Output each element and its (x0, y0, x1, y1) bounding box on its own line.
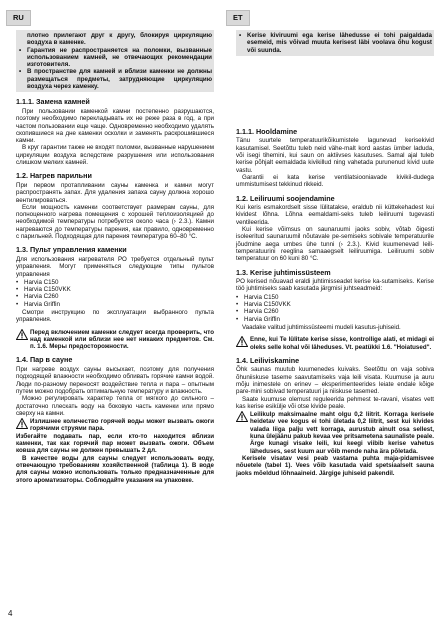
controller-list-ru (16, 279, 214, 308)
section-heading: 1.2. Leiliruumi soojendamine (236, 193, 335, 203)
section-1-3-et (236, 269, 434, 332)
column-estonian (236, 28, 434, 477)
list-item: • Kerise kiviruumi ega kerise lähedusse ei tohi paigaldada esemeid, mis võivad muuta kerisest läbi voolava õhu kogust või suunda. (239, 32, 432, 54)
paragraph: При нагреве воздух сауны высыхает, поэтому для получения подходящей влажности необходимо обливать горячие камни водой. Люди по-разному переносят воздействие тепла и пара – опытным путем можно подобрать оптимальную температуру и влажность. (16, 366, 214, 395)
paragraph: Kui kerise võimsus on saunaruumi jaoks sobiv, võtab õigesti isoleeritud saunaruumil nõutavale pe-semiseks sobivale temperatuurile jõudmine aega umbes ühe tunni (› 2.3.). Kivid kuumenevad leili-temperatuurini reeglina samaaegselt leiliruumiga. Leiliruumi sobiv temperatuur on 60 kuni 80 °C. (236, 226, 434, 263)
list-item: • Harvia C260 (236, 308, 434, 315)
list-item: • Harvia C260 (16, 293, 214, 300)
warning-text: Enne, kui Te lülitate kerise sisse, kontrollige alati, et midagi ei oleks selle kohal või läheduses. Vt. peatükki 1.6. "Hoiatused". (250, 336, 434, 351)
inline-warning-ru (16, 418, 214, 433)
intro-tail-ru: плотно прилегают друг к другу, блокируя циркуляцию воздуха в каменке. (27, 32, 212, 47)
section-heading: 1.1.1. Hooldamine (236, 126, 298, 136)
section-1-1-1-et (236, 128, 434, 189)
paragraph: Kui keris esmakordselt sisse lülitatakse, eraldub nii küttekehadest kui kividest lõhna. Lõhna eemaldami-seks tuleb leiliruumi tugevasti ventileerida. (236, 204, 434, 226)
paragraph: Если мощность каменки соответствует размерам сауны, для полноценного нагрева помещения с хорошей теплоизоляцией до необходимой температуры потребуется около часа (› 2.3.). Камни нагреваются до температуры парения, как правило, одновременно с парильней. Подходящая для парения температура 60–80 °C. (16, 203, 214, 241)
list-item: • Harvia C150VKK (16, 286, 214, 293)
warning-box-et (236, 336, 434, 351)
paragraph: Можно регулировать характер тепла от мягкого до сильного – достаточно плескать воду на боковую часть каменки или прямо сверху на камни. (16, 395, 214, 417)
list-item: • Harvia Griffin (16, 301, 214, 308)
paragraph: При первом протапливании сауны каменка и камни могут распространять запах. Для удаления запаха сауну должна хорошо вентилироваться. (16, 181, 214, 204)
warning-text: Leilikulp maksimaalne maht olgu 0,2 liitrit. Korraga kerisele heidetav vee kogus ei tohi ületada 0,2 liitrit, sest kui kivides valada liiga palju vett korraga, aurustub ainult osa sellest, kuna ülejäänu pakub kevaa vee pritsametena saunaliste peale. Ärge kunagi visake leili, kui keegi viibib kerise vahetus läheduses, sest kuum aur võib mende naha ära põletada. (250, 411, 434, 455)
paragraph: Saate kuumuse olemust reguleerida pehmest te-ravani, visates vett kas kerise esikülje või otse kivide peale. (236, 395, 434, 410)
paragraph: Tänu suurtele temperatuurikõikumistele lagunevad kerisekivid kasutamisel. Seetõttu tuleb neid vähe-malt kord aastas ümber laduda, või isegi tihemini, kui saun on aktiivses kasutuses. Samal ajal tuleb kerise põhjalt eemaldada kivikillud ning vahetada purunenud kivid uute vastu. (236, 137, 434, 174)
paragraph: Избегайте подавать пар, если кто-то находится вблизи каменки, так как горячий пар может вызвать ожоги. Объем ковша для сауны не должен превышать 2 дл. (16, 432, 214, 455)
paragraph: Смотри инструкцию по эксплуатации выбранного пульта управления. (16, 308, 214, 324)
list-item: • В пространстве для камней и вблизи каменки не должны размещаться предметы, затрудняющие циркуляцию воздуха через каменку. (19, 68, 212, 90)
section-heading: 1.3. Пульт управления каменки (16, 245, 127, 255)
inline-warning-et (236, 411, 434, 455)
section-heading: 1.3. Kerise juhtimissüsteem (236, 267, 331, 277)
list-item: • Harvia Griffin (236, 316, 434, 323)
paragraph: Garantii ei kata kerise ventilatsiooniavade kivikil-dudega ummistumisest tekkinud rikkeid. (236, 173, 434, 189)
paragraph: При пользовании каменкой камни постепенно разрушаются, поэтому необходимо перекладывать их не реже раза в год, а при частом пользовании еще чаще. Одновременно необходимо удалять скопившиеся на дне каменки осколки и заменять раскрошившиеся камни. (16, 107, 214, 145)
paragraph: PO kerised nõuavad eraldi juhtimissead​et kerise ka-sutamiseks. Kerise töö juhtimiseks saab kasutada järgmisi juhtseadmeid: (236, 278, 434, 293)
language-tab-et: ET (226, 10, 250, 26)
page-number: 4 (8, 609, 13, 618)
section-heading: 1.1.1. Замена камней (16, 97, 90, 107)
warning-icon (236, 411, 248, 422)
paragraph: Õhk saunas muutub kuumenedes kuivaks. Seetõttu on vaja sobiva õhuniiskuse taseme saavutamiseks vaja leili visata. Kuumuse ja auru mõju inimestele on erinev – eksperimenteerides leiate endale kõige pare-mini sobivad temperatuuri ja niiskuse tasemed. (236, 366, 434, 396)
intro-box-ru (16, 30, 214, 92)
section-1-3-ru (16, 246, 214, 323)
warning-icon (236, 336, 248, 347)
section-1-4-ru (16, 356, 214, 483)
section-heading: 1.4. Пар в сауне (16, 355, 73, 365)
paragraph: Vaadake valitud juhtimissüsteemi mudeli kasutus-juhiseid. (242, 323, 401, 331)
paragraph: В круг гарантии также не входят поломки, вызванные нарушением циркуляции воздуха вследствие разрушения или использования слишком мелких камней. (16, 144, 214, 167)
column-russian (16, 28, 214, 484)
list-item: • Harvia C150VKK (236, 301, 434, 308)
list-item: • Harvia C150 (236, 294, 434, 301)
section-1-2-ru (16, 172, 214, 240)
section-heading: 1.4. Leiliviskamine (236, 355, 300, 365)
paragraph: Kerisele visatav vesi peab vastama puhta maja-pidamisvee nõuetele (tabel 1). Vees võib kasutada vaid spetsiaalselt sauna jaoks mõeldud lõhnaaineid. Järgige juhiseid pakendil. (236, 454, 434, 477)
language-tab-ru: RU (6, 10, 31, 26)
section-1-2-et (236, 195, 434, 263)
warning-text: Излишнее количество горячей воды может вызвать ожоги горячими струями пара. (30, 418, 214, 433)
section-heading: 1.2. Нагрев парильни (16, 171, 92, 181)
intro-bullets-ru (19, 47, 212, 91)
warning-icon (16, 329, 28, 340)
intro-bullets-et (239, 32, 432, 54)
section-1-1-1-ru (16, 98, 214, 166)
intro-box-et (236, 30, 434, 56)
list-item: • Гарантия не распространяется на поломки, вызванные использованием камней, не отвечающих рекомендации изготовителя. (19, 47, 212, 69)
warning-box-ru (16, 329, 214, 351)
list-item: • Harvia C150 (16, 279, 214, 286)
section-1-4-et (236, 357, 434, 477)
paragraph: Для использования нагревателя РО требуется отдельный пульт управления. Могут применяться следующие типы пультов управления (16, 255, 214, 278)
warning-icon (16, 418, 28, 429)
paragraph: В качестве воды для сауны следует использовать воду, отвечающую требованиям хозяйственной (таблица 1). В воде для сауны можно использовать только предназначенные для этого ароматизаторы. Соблюдайте указания на упаковке. (16, 454, 214, 484)
warning-text: Перед включением каменки следует всегда проверить, что над каменкой или вблизи нее нет никаких предметов. См. п. 1.6. Меры предосторожности. (30, 328, 214, 351)
controller-list-et (236, 294, 434, 323)
